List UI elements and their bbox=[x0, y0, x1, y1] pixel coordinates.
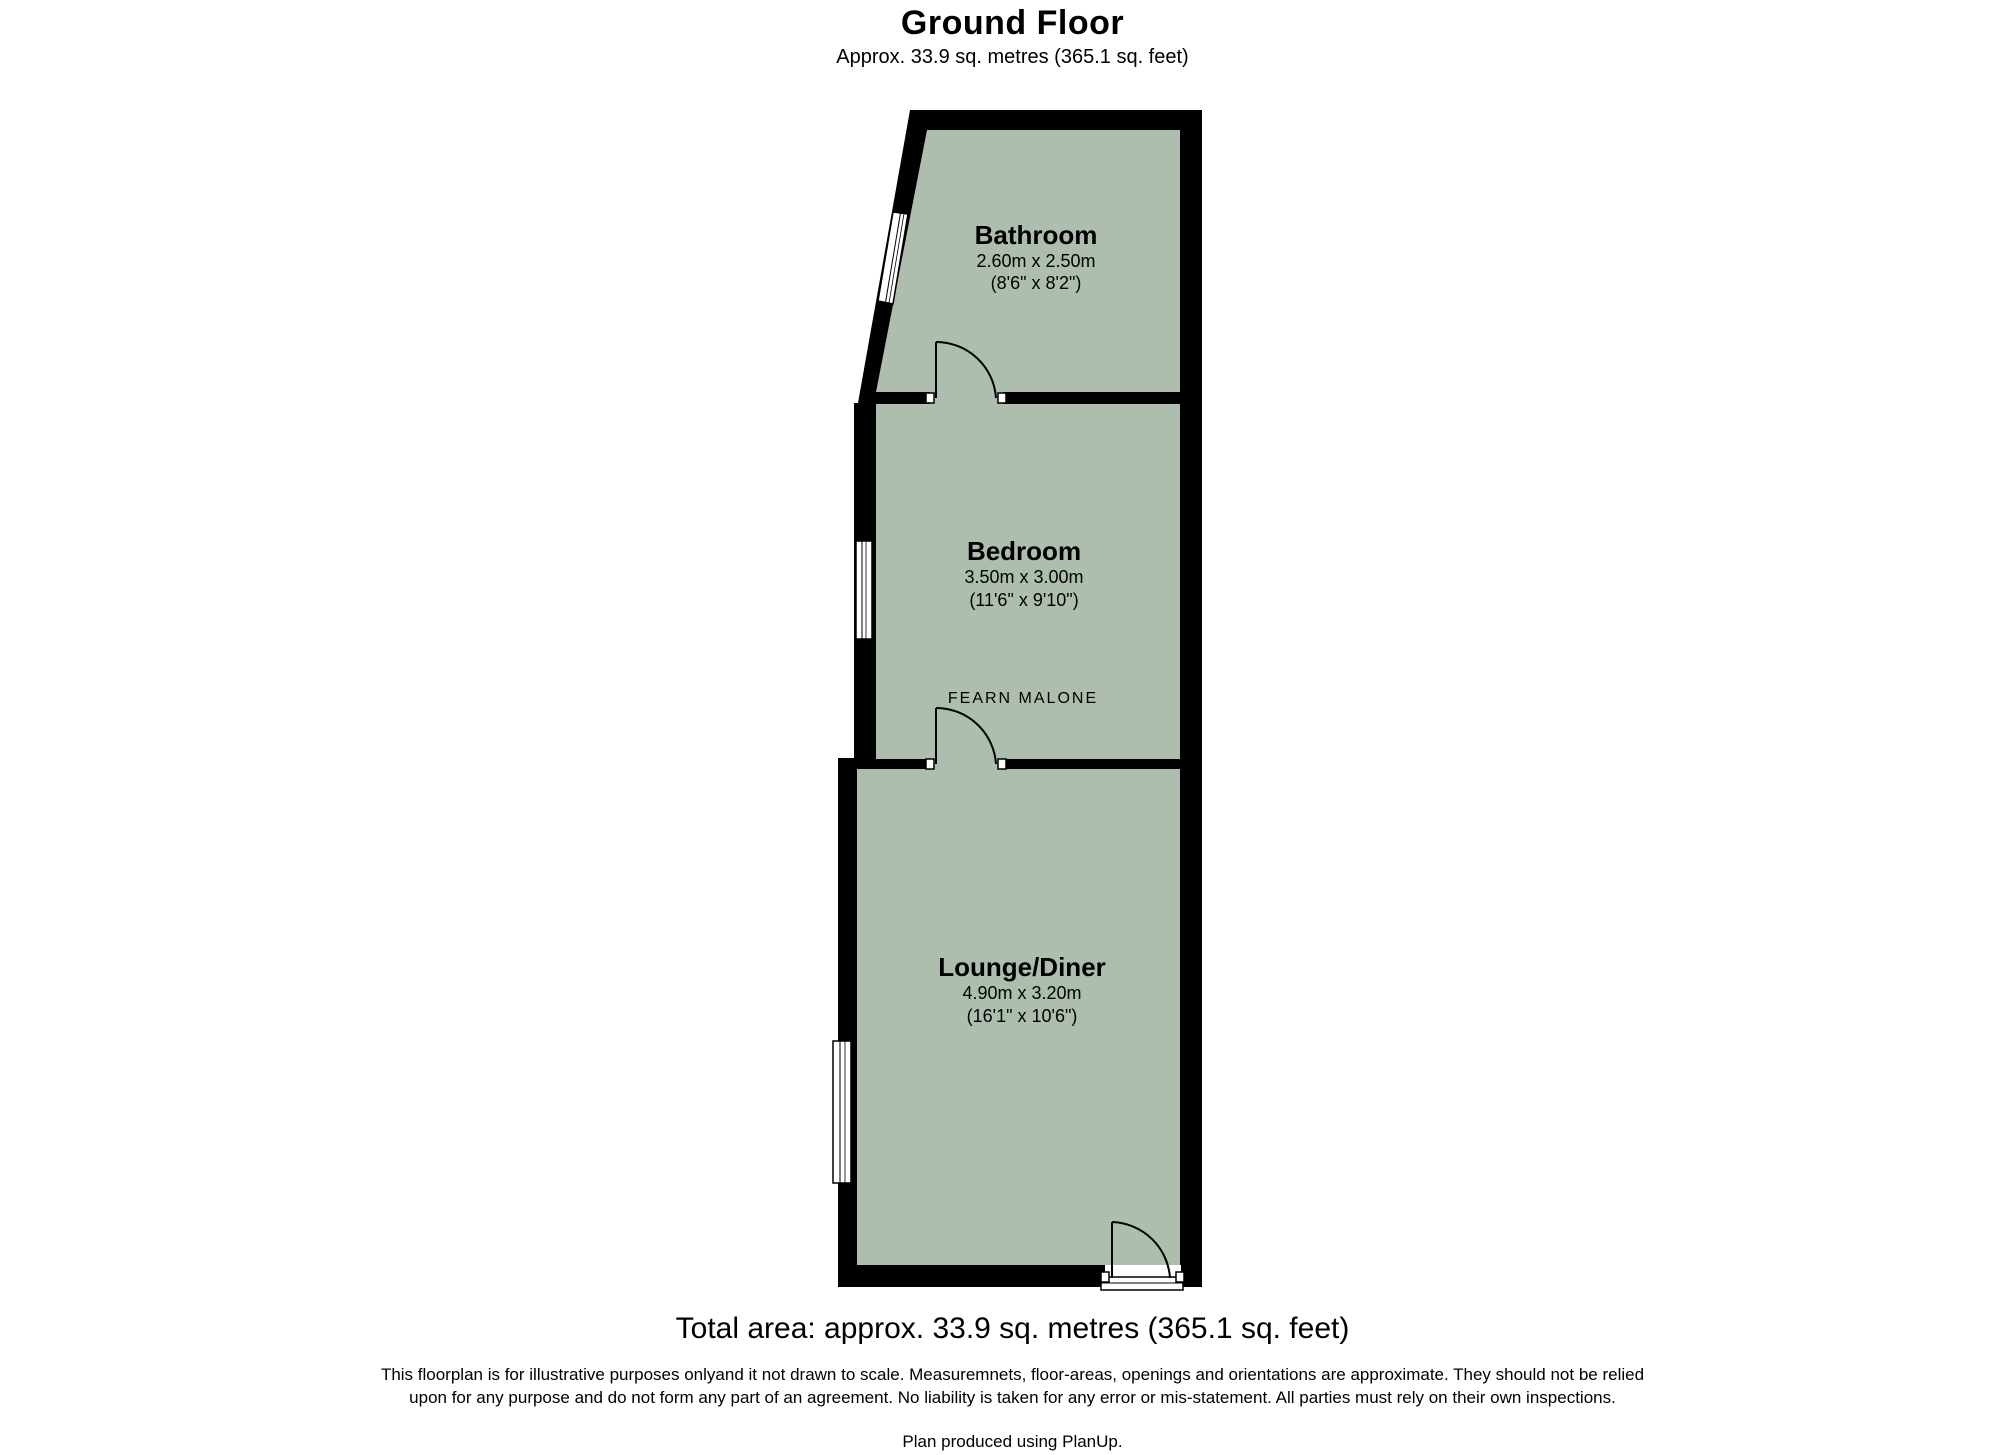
disclaimer-text: This floorplan is for illustrative purposes onlyand it not drawn to scale. Measuremnets, floor-areas, openings and orientations are approximate. They should not be relied upon for any purpose and do not form any part of an agreement. No liability is taken for any error or mis-statement. All parties must rely on their own inspections. bbox=[380, 1365, 1645, 1407]
room-name: Bathroom bbox=[974, 220, 1098, 250]
lounge-window bbox=[833, 1041, 851, 1183]
room-name: Bedroom bbox=[966, 536, 1082, 566]
room-imperial-size: (11'6" x 9'10") bbox=[969, 590, 1079, 610]
room-metric-size: 3.50m x 3.00m bbox=[964, 567, 1084, 587]
floor-title: Ground Floor bbox=[900, 4, 1125, 42]
room-metric-size: 2.60m x 2.50m bbox=[976, 251, 1096, 271]
plan-credit: Plan produced using PlanUp. bbox=[902, 1432, 1123, 1451]
room-imperial-size: (8'6" x 8'2") bbox=[990, 273, 1082, 293]
total-area: Total area: approx. 33.9 sq. metres (365.1 sq. feet) bbox=[675, 1312, 1350, 1345]
floor-area-subtitle: Approx. 33.9 sq. metres (365.1 sq. feet) bbox=[836, 46, 1189, 68]
bedroom-window bbox=[856, 541, 872, 639]
room-name: Lounge/Diner bbox=[938, 952, 1106, 982]
agency-watermark: FEARN MALONE bbox=[947, 690, 1099, 707]
bedroom-label bbox=[964, 536, 1083, 610]
bathroom-label bbox=[975, 220, 1098, 293]
room-metric-size: 4.90m x 3.20m bbox=[962, 983, 1082, 1003]
room-imperial-size: (16'1" x 10'6") bbox=[966, 1006, 1078, 1026]
